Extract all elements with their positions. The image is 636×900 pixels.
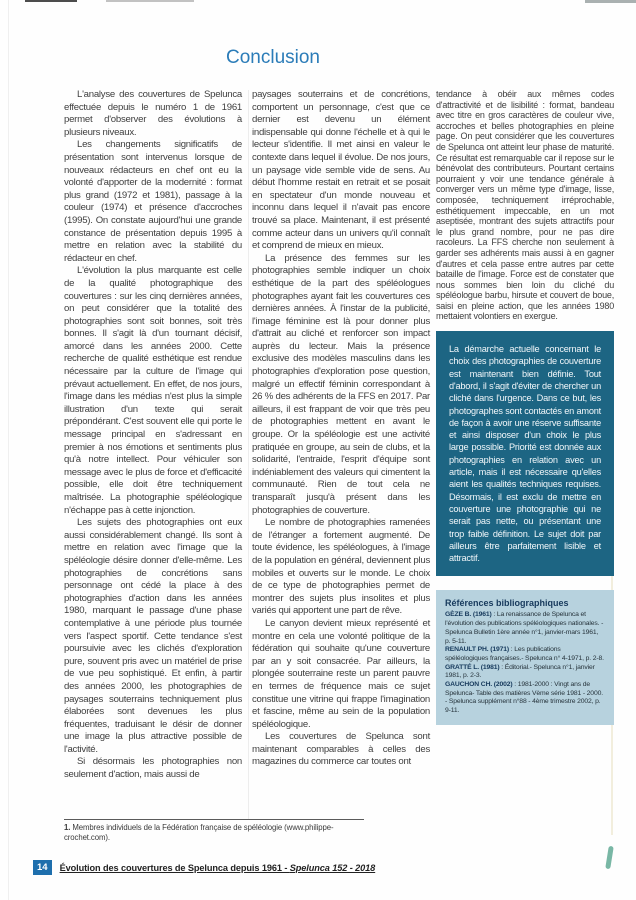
footer-article-title: Évolution des couvertures de Spelunca depuis 1961 - <box>59 862 290 873</box>
reference-text: : Éditorial.- Spelunca n°1, janvier 1981, p. 2-3. <box>445 663 595 680</box>
reference-text: : La renaissance de Spelunca et l'évolution des publications spéléologiques nationales. - Spelunca Bulletin 1ère année n°1, janvier-mars 1961, p. 5-11. <box>445 611 604 645</box>
reference-entry <box>445 664 605 681</box>
references-heading: Références bibliographiques <box>445 598 569 609</box>
scan-artifact-top-gray <box>106 0 194 2</box>
column-1 <box>64 89 242 782</box>
footer-running-title <box>60 863 376 873</box>
reference-text: : Les publications spéléologiques françaises.- Spelunca n° 4-1971, p. 2-8. <box>445 646 604 662</box>
paragraph: Le canyon devient mieux représenté et montre en cela une volonté politique de la fédération qui souhaite qu'une couverture par an y soit consacrée. Par ailleurs, la plongée souterraine reste un parent pauvre en termes de fréquence mais ce sujet constitue une vitrine qui frappe l'imagination et fascine, même au sein de la population spéléologique. <box>252 617 430 730</box>
paragraph: Le nombre de photographies ramenées de l'étranger a fortement augmenté. De toute évidence, les spéléologues, à l'image de la population en général, deviennent plus mobiles et ouverts sur le monde. Le choix de ce type de photographies permet de montrer des sujets plus insolites et plus variés qui apportent une part de rêve. <box>252 517 430 617</box>
footnote <box>64 819 364 842</box>
paragraph: tendance à obéir aux mêmes codes d'attractivité et de lisibilité : format, bandeau avec titre en gros caractères de couleur vive, accroches et belles photographies en pleine page. On peut considérer que les couvertures de Spelunca ont atteint leur phase de maturité. Ce résultat est remarquable car il repose sur le bénévolat des contributeurs. Pourtant certains pourraient y voir une tendance générale à converger vers un même type d'image, lisse, composée, techniquement irréprochable, esthétiquement impeccable, en un mot aseptisée, montrant des sujets attractifs pour le plus grand nombre, pour ne pas dire racoleurs. La FFS cherche non seulement à garder ses adhérents mais aussi à en gagner d'autres et cela passe entre autres par cette bataille de l'image. Force est de constater que nous sommes bien loin du cliché du spéléologue barbu, hirsute et couvert de boue, saisi en pleine action, que les années 1980 mettaient volontiers en exergue. <box>436 89 614 322</box>
footnote-text: Membres individuels de la Fédération française de spéléologie (www.philippe-crochet.com). <box>64 823 334 842</box>
references-box <box>436 590 614 724</box>
paragraph: Les changements significatifs de présentation sont intervenus lorsque de nouveaux rédacteurs en chef ont eu la volonté d'apporter de la modernité : format plus grand (1972 et 1981), passage à la couleur (1974) et présence d'accroches (1995). On constate aujourd'hui une grande constance de présentation depuis 1995 à mettre en relation avec la stabilité du rédacteur en chef. <box>64 139 242 264</box>
reference-text: : 1981-2000 : Vingt ans de Spelunca- Table des matières Vème série 1981 - 2000. - Spelunca supplément n°88 - 4ème trimestre 2002, p. 9-11. <box>445 681 603 715</box>
paragraph: L'évolution la plus marquante est celle de la qualité photographique des couvertures : sur les cinq dernières années, on peut considérer que la totalité des photographies sont soit bonnes, soit très bonnes. Il s'agit là d'un tournant décisif, amorcé dans les années 2000. Cette recherche de qualité esthétique est rendue nécessaire par la culture de l'image qui prévaut actuellement. En effet, de nos jours, l'image dans les médias n'est plus la simple illustration d'un texte qui serait prépondérant. C'est souvent elle qui porte le message principal en s'adressant en premier à nos émotions et sentiments plus qu'à notre intellect. Pour véhiculer son message avec le plus de force et d'efficacité possible, elle doit être techniquement maîtrisée. La photographie spéléologique n'échappe pas à cette injonction. <box>64 265 242 516</box>
paragraph: paysages souterrains et de concrétions, comportent un personnage, c'est que ce dernier est devenu un élément indispensable qui donne l'échelle et à qui le lecteur s'identifie. Il met ainsi en valeur le contexte dans lequel il évolue. De nos jours, un paysage vide semble vide de sens. Au début l'homme restait en retrait et se posait en spectateur d'un monde nouveau et inconnu dans lequel il n'avait pas encore trouvé sa place. Maintenant, il est présenté comme acteur dans un univers qu'il connaît et comprend de mieux en mieux. <box>252 89 430 252</box>
scan-artifact-teal-mark <box>605 846 614 869</box>
column-2 <box>252 89 430 782</box>
footnote-marker: 1. <box>64 823 71 832</box>
footer-issue-label: Spelunca 152 - 2018 <box>289 862 376 873</box>
reference-author: GAUCHON CH. (2002) <box>445 681 513 689</box>
paragraph: Si désormais les photographies non seulement d'action, mais aussi de <box>64 756 242 781</box>
highlight-box <box>436 331 614 576</box>
page-number-badge: 14 <box>33 860 52 875</box>
page-title: Conclusion <box>226 47 320 68</box>
paragraph: Les couvertures de Spelunca sont maintenant comparables à celles des magazines du commerce car toutes ont <box>252 731 430 768</box>
reference-entry <box>445 681 605 716</box>
reference-entry <box>445 611 605 646</box>
column-3 <box>436 89 614 782</box>
reference-entry <box>445 646 605 663</box>
article-columns <box>64 89 616 782</box>
scan-artifact-top-right <box>585 0 636 3</box>
paragraph: L'analyse des couvertures de Spelunca effectuée depuis le numéro 1 de 1961 permet d'observer des évolutions à plusieurs niveaux. <box>64 89 242 138</box>
reference-author: RENAULT PH. (1971) <box>445 646 510 654</box>
page-footer <box>33 860 375 875</box>
paragraph: Les sujets des photographies ont eux aussi considérablement changé. Ils sont à mettre en relation avec l'image que la spéléologie désire donner d'elle-même. Les photographies de concrétions sans personnage ont cédé la place à des photographies d'action dans les années 1980, marquant le passage d'une phase contemplative à une période plus tournée vers l'aspect sportif. Cette tendance s'est poursuivie avec les clichés d'exploration pure, souvent pris avec un matériel de prise de vue peu sophistiqué. Et enfin, à partir des années 2000, les photographies de paysages souterrains techniquement plus élaborées sont devenues les plus fréquentes, traduisant le désir de donner une image la plus attractive possible de l'activité. <box>64 517 242 755</box>
reference-author: GÈZE B. (1961) <box>445 611 492 619</box>
reference-author: GRATTÉ L. (1981) <box>445 663 500 671</box>
paragraph: La présence des femmes sur les photographies semble indiquer un choix esthétique de la part des spéléologues photographes ayant fait les couvertures ces dernières années. À l'instar de la publicité, l'image féminine est là pour donner plus d'attrait au cliché et renforcer son impact auprès du lecteur. Mais la présence exclusive des modèles masculins dans les photographies d'exploration pose question, malgré un effectif féminin correspondant à 26 % des adhérents de la FFS en 2017. Par ailleurs, il est frappant de voir que très peu de photographies mettent en avant le groupe. Or la spéléologie est une activité pratiquée en groupe, au sein de clubs, et la solidarité, l'entraide, l'esprit d'équipe sont indéniablement des valeurs qui cimentent la communauté. Rien de tout cela ne transparaît jusqu'à présent dans les photographies de couverture. <box>252 252 430 516</box>
scan-artifact-top-dark <box>25 0 77 2</box>
scan-artifact-left-edge <box>8 0 9 900</box>
highlight-box-text: La démarche actuelle concernant le choix des photographies de couverture est maintenant bien définie. Tout d'abord, il s'agit d'éviter de chercher un cliché dans l'urgence. Dans ce but, les photographes sont contactés en amont de façon à avoir une réserve suffisante et ainsi disposer d'un choix le plus large possible. Priorité est donnée aux photographies en relation avec un article, mais il est nécessaire qu'elles aient les qualités techniques requises. Désormais, il est exclu de mettre en couverture une photographie qui ne serait pas nette, ou présentant une trop faible définition. Le sujet doit par ailleurs être parfaitement lisible et attractif. <box>449 344 601 564</box>
